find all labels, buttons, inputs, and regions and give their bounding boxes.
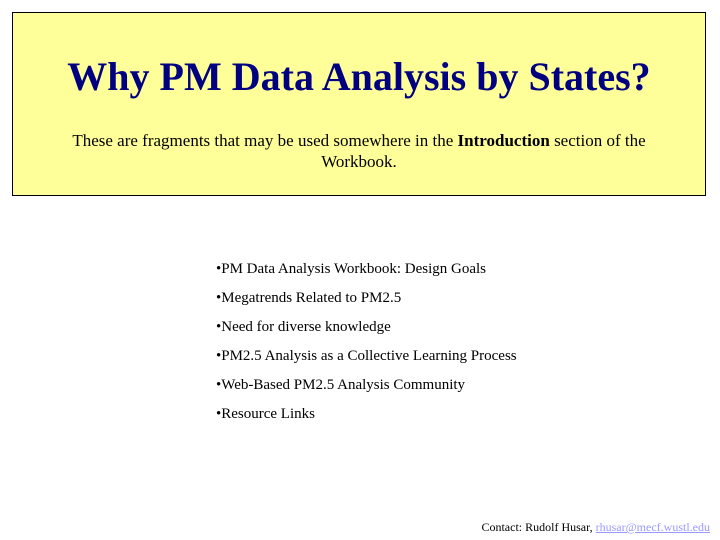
subtitle-text-before: These are fragments that may be used somewhere in the [72,131,458,150]
bullet-item: •Megatrends Related to PM2.5 [216,290,402,306]
slide-subtitle [43,130,675,172]
contact-label: Contact: Rudolf Husar, [481,520,596,534]
bullet-item: •PM Data Analysis Workbook: Design Goals [216,261,487,277]
bullet-list [216,255,517,429]
slide-title: Why PM Data Analysis by States? [67,54,651,99]
bullet-item: •Resource Links [216,406,315,422]
bullet-item: •Web-Based PM2.5 Analysis Community [216,377,466,393]
contact-line [481,519,710,535]
contact-email-link[interactable]: rhusar@mecf.wustl.edu [595,520,710,534]
subtitle-bold-word: Introduction [457,131,550,150]
bullet-item: •Need for diverse knowledge [216,319,391,335]
title-box [12,12,706,196]
bullet-item: •PM2.5 Analysis as a Collective Learning Process [216,348,517,364]
subtitle-text-after: section of the Workbook. [321,131,646,171]
